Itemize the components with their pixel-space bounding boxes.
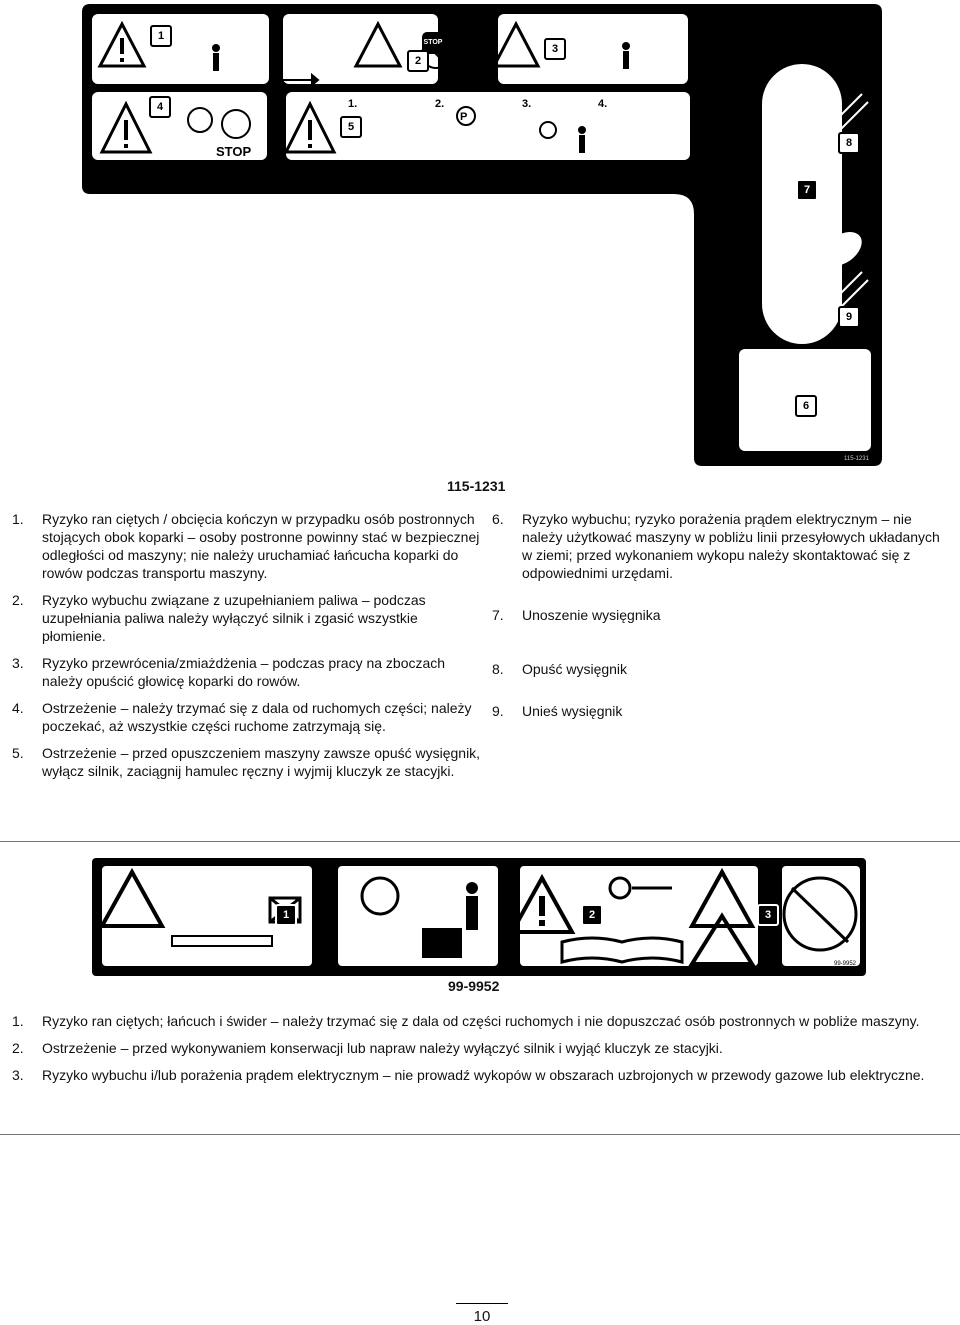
rotation-icon (222, 110, 250, 138)
list-item: 3. Ryzyko wybuchu i/lub porażenia prądem elektrycznym – nie prowadź wykopów w obszarach uzbrojonych w przewody gazowe lub elektryczne. (12, 1067, 925, 1083)
section-divider (0, 841, 960, 842)
auger-chain-icon (172, 936, 272, 946)
badge-2: 2 (407, 50, 429, 72)
park-label: P (460, 111, 468, 123)
decal-small-code: 99-9952 (834, 961, 857, 967)
decal-115-1231 (82, 4, 882, 466)
decal-99-9952 (92, 858, 866, 976)
decal-2-description (12, 1012, 957, 1093)
badge-1: 1 (275, 904, 297, 926)
page-number: 10 (473, 1308, 491, 1325)
list-item: 2. Ryzyko wybuchu związane z uzupełnianiem paliwa – podczas uzupełniania paliwa należy wyłączyć silnik i zgasić wszystkie płomienie. (12, 592, 426, 644)
badge-9: 9 (838, 306, 860, 328)
decal-1-description-left (12, 510, 482, 789)
list-item: 1. Ryzyko ran ciętych; łańcuch i świder – należy trzymać się z dala od części ruchomych i nie dopuszczać osób postronnych w pobliże maszyny. (12, 1013, 920, 1029)
list-item: 5. Ostrzeżenie – przed opuszczeniem maszyny zawsze opuść wysięgnik, wyłącz silnik, zaciągnij hamulec ręczny i wyjmij kluczyk ze stacyjki. (12, 745, 481, 779)
badge-3: 3 (757, 904, 779, 926)
list-item: 3. Ryzyko przewrócenia/zmiażdżenia – podczas pracy na zboczach należy opuścić głowicę koparki do rowów. (12, 655, 446, 689)
list-item: 6. Ryzyko wybuchu; ryzyko porażenia prądem elektrycznym – nie należy użytkować maszyny w pobliżu linii przesyłowych układanych w ziemi; przed wykonaniem wykopu należy skontaktować się z odpowiednimi urzędami. (492, 511, 940, 581)
decal-small-code: 115-1231 (844, 456, 869, 462)
list-item: 7. Unoszenie wysięgnika (492, 607, 661, 623)
list-item: 4. Ostrzeżenie – należy trzymać się z dala od ruchomych części; należy poczekać, aż wszystkie części ruchome zatrzymają się. (12, 700, 472, 734)
list-item: 8. Opuść wysięgnik (492, 661, 628, 677)
badge-1: 1 (150, 25, 172, 47)
ignition-icon (540, 122, 556, 138)
rotation-icon (188, 108, 212, 132)
badge-3: 3 (544, 38, 566, 60)
badge-6: 6 (795, 395, 817, 417)
decal-code-99-9952: 99-9952 (448, 978, 500, 994)
list-item: 1. Ryzyko ran ciętych / obcięcia kończyn w przypadku osób postronnych stojących obok koparki – osoby postronne powinny stać w bezpiecznej odległości od maszyny; nie należy uruchamiać łańcucha koparki do rowów podczas transportu maszyny. (12, 511, 480, 581)
decal-code-115-1231: 115-1231 (447, 478, 506, 494)
step-1: 1. (348, 98, 358, 110)
section-divider (0, 1134, 960, 1135)
badge-5: 5 (340, 116, 362, 138)
step-3: 3. (522, 98, 532, 110)
badge-8: 8 (838, 132, 860, 154)
stop-label: STOP (216, 144, 252, 159)
footer-rule (456, 1303, 508, 1304)
list-item: 9. Unieś wysięgnik (492, 703, 623, 719)
pictogram-icons (96, 20, 696, 160)
stop-sign-icon: STOP (422, 32, 444, 54)
warning-triangle-icon (356, 24, 400, 66)
badge-7: 7 (796, 179, 818, 201)
list-item: 2. Ostrzeżenie – przed wykonywaniem konserwacji lub napraw należy wyłączyć silnik i wyjąć kluczyk ze stacyjki. (12, 1040, 723, 1056)
step-4: 4. (598, 98, 608, 110)
badge-2: 2 (581, 904, 603, 926)
warning-triangle-icon (494, 24, 538, 66)
step-2: 2. (435, 98, 445, 110)
badge-4: 4 (149, 96, 171, 118)
decal-1-description-right (492, 510, 952, 729)
decal-2-pictograms (92, 858, 866, 976)
